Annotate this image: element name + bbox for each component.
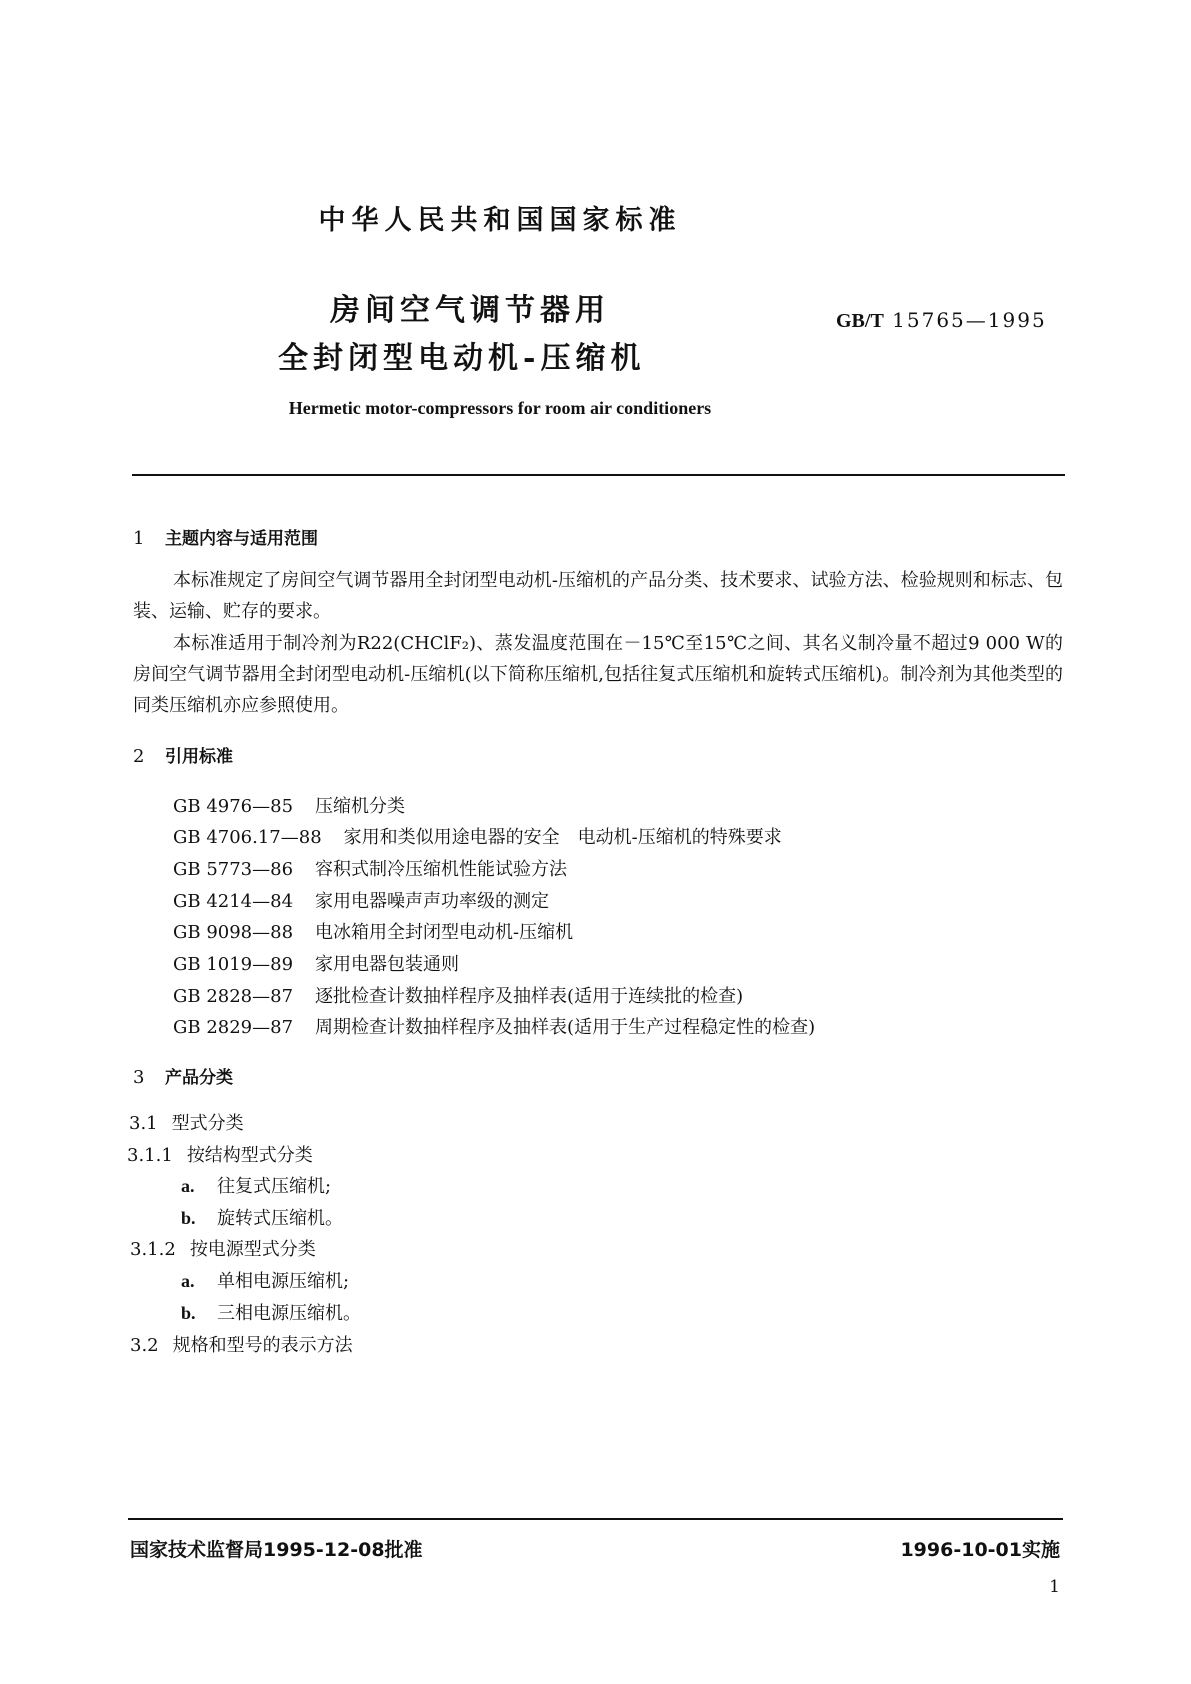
- reference-code: GB 9098—88: [173, 922, 294, 943]
- subsection-title: 型式分类: [171, 1113, 244, 1134]
- header-divider: [132, 474, 1065, 476]
- list-text: 往复式压缩机;: [217, 1176, 332, 1197]
- reference-code: GB 1019—89: [173, 954, 294, 975]
- section-title: 主题内容与适用范围: [165, 529, 318, 549]
- subsection-3-1: [129, 1109, 244, 1135]
- reference-title: 电冰箱用全封闭型电动机-压缩机: [315, 922, 574, 943]
- list-item: [181, 1299, 361, 1325]
- subsection-number: 3.1.1: [127, 1145, 173, 1166]
- subsection-title: 按结构型式分类: [186, 1145, 313, 1166]
- subsection-number: 3.1: [129, 1113, 158, 1134]
- list-item: [181, 1172, 331, 1198]
- reference-title: 容积式制冷压缩机性能试验方法: [315, 859, 568, 880]
- reference-item: [173, 950, 459, 976]
- standard-code: [836, 308, 1047, 333]
- reference-title: 家用电器包装通则: [315, 954, 460, 975]
- document-title-line2: 全封闭型电动机-压缩机: [278, 341, 646, 376]
- list-item: [181, 1267, 349, 1293]
- reference-code: GB 2828—87: [173, 986, 294, 1007]
- list-label: a.: [181, 1271, 195, 1291]
- reference-title: 周期检查计数抽样程序及抽样表(适用于生产过程稳定性的检查): [315, 1017, 816, 1038]
- reference-item: [173, 887, 549, 913]
- reference-code: GB 5773—86: [173, 859, 294, 880]
- section-title: 引用标准: [165, 747, 233, 767]
- national-standard-heading: 中华人民共和国国家标准: [318, 205, 682, 236]
- list-item: [181, 1204, 343, 1230]
- reference-code: GB 4706.17—88: [173, 827, 322, 848]
- reference-code: GB 4976—85: [173, 796, 294, 817]
- list-label: b.: [181, 1208, 196, 1228]
- english-title: Hermetic motor-compressors for room air conditioners: [288, 398, 712, 418]
- reference-title: 家用电器噪声声功率级的测定: [315, 891, 550, 912]
- subsection-title: 按电源型式分类: [189, 1239, 316, 1260]
- subsection-3-2: [130, 1331, 353, 1357]
- reference-item: [173, 982, 743, 1008]
- list-text: 旋转式压缩机。: [217, 1208, 343, 1229]
- reference-item: [173, 823, 782, 849]
- list-text: 单相电源压缩机;: [217, 1271, 350, 1292]
- subsection-3-1-2: [130, 1235, 316, 1261]
- reference-item: [173, 1013, 815, 1039]
- page-number: 1: [1049, 1577, 1060, 1597]
- reference-item: [173, 792, 405, 818]
- section-number: 2: [133, 746, 145, 767]
- section-1-paragraph-1: 本标准规定了房间空气调节器用全封闭型电动机-压缩机的产品分类、技术要求、试验方法、检验规则和标志、包装、运输、贮存的要求。: [133, 570, 1063, 622]
- section-title: 产品分类: [165, 1068, 233, 1088]
- section-number: 1: [133, 528, 145, 549]
- list-label: b.: [181, 1303, 196, 1323]
- standard-number: 15765—1995: [892, 308, 1047, 332]
- section-1-paragraph-2: 本标准适用于制冷剂为R22(CHClF₂)、蒸发温度范围在－15℃至15℃之间、其名义制冷量不超过9 000 W的房间空气调节器用全封闭型电动机-压缩机(以下简称压缩机,包括往复式压缩机和旋转式压缩机)。制冷剂为其他类型的同类压缩机亦应参照使用。: [133, 633, 1063, 716]
- implementation-date: 1996-10-01实施: [900, 1539, 1060, 1561]
- section-2-heading: [133, 742, 233, 767]
- standard-prefix: GB/T: [836, 310, 884, 332]
- list-label: a.: [181, 1176, 195, 1196]
- document-title-line1: 房间空气调节器用: [330, 293, 610, 328]
- subsection-title: 规格和型号的表示方法: [172, 1335, 353, 1356]
- section-number: 3: [133, 1067, 145, 1088]
- reference-code: GB 4214—84: [173, 891, 294, 912]
- subsection-number: 3.1.2: [130, 1239, 176, 1260]
- subsection-number: 3.2: [130, 1335, 159, 1356]
- reference-title: 逐批检查计数抽样程序及抽样表(适用于连续批的检查): [315, 986, 744, 1007]
- list-text: 三相电源压缩机。: [217, 1303, 361, 1324]
- subsection-3-1-1: [127, 1141, 313, 1167]
- reference-title: 家用和类似用途电器的安全 电动机-压缩机的特殊要求: [343, 827, 782, 848]
- section-3-heading: [133, 1063, 233, 1088]
- footer-divider: [128, 1518, 1063, 1520]
- approval-statement: 国家技术监督局1995-12-08批准: [130, 1539, 423, 1561]
- reference-item: [173, 855, 567, 881]
- reference-item: [173, 918, 573, 944]
- section-1-heading: [133, 524, 318, 549]
- reference-title: 压缩机分类: [315, 796, 406, 817]
- reference-code: GB 2829—87: [173, 1017, 294, 1038]
